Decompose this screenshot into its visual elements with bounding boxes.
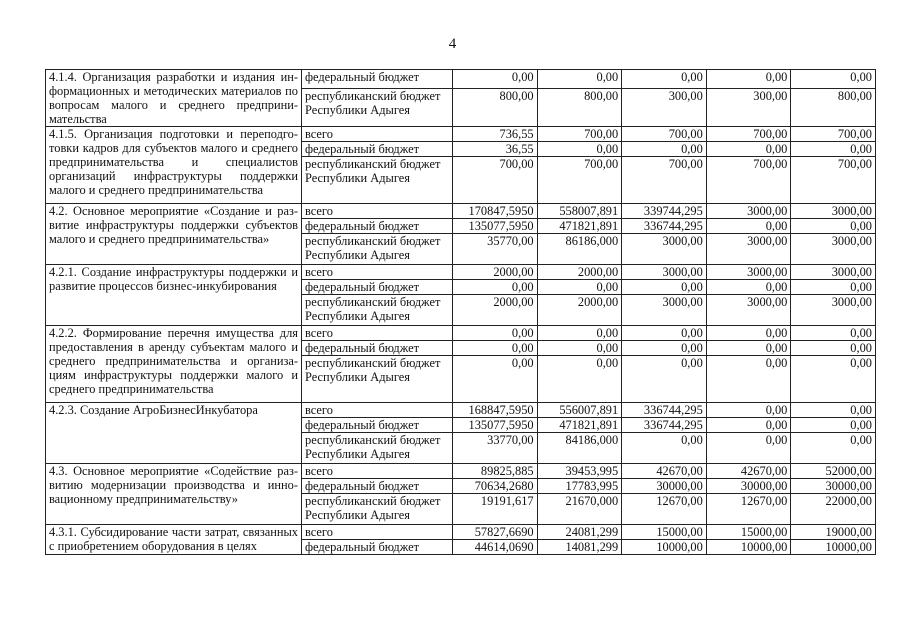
- amount-cell: 0,00: [706, 403, 791, 418]
- amount-cell: 700,00: [453, 157, 538, 204]
- funding-source-cell: республиканский бюджет Республики Адыгея: [302, 356, 453, 403]
- amount-cell: 700,00: [706, 127, 791, 142]
- amount-cell: 3000,00: [706, 234, 791, 265]
- amount-cell: 700,00: [537, 127, 622, 142]
- amount-cell: 12670,00: [706, 494, 791, 525]
- amount-cell: 0,00: [791, 433, 876, 464]
- amount-cell: 0,00: [791, 280, 876, 295]
- amount-cell: 10000,00: [791, 540, 876, 555]
- amount-cell: 15000,00: [706, 525, 791, 540]
- amount-cell: 30000,00: [706, 479, 791, 494]
- amount-cell: 0,00: [453, 326, 538, 341]
- amount-cell: 0,00: [453, 341, 538, 356]
- amount-cell: 2000,00: [453, 265, 538, 280]
- table-row: [46, 326, 876, 341]
- amount-cell: 33770,00: [453, 433, 538, 464]
- funding-source-cell: всего: [302, 127, 453, 142]
- table-row: [46, 204, 876, 219]
- amount-cell: 0,00: [622, 280, 707, 295]
- amount-cell: 700,00: [706, 157, 791, 204]
- amount-cell: 0,00: [537, 142, 622, 157]
- amount-cell: 22000,00: [791, 494, 876, 525]
- amount-cell: 471821,891: [537, 219, 622, 234]
- amount-cell: 0,00: [791, 403, 876, 418]
- amount-cell: 0,00: [453, 280, 538, 295]
- funding-source-cell: всего: [302, 464, 453, 479]
- activity-cell: 4.1.4. Организация разработки и издания информационных и методических материалов по вопросам малого и среднего предпринимательства: [46, 70, 302, 127]
- amount-cell: 3000,00: [706, 295, 791, 326]
- amount-cell: 800,00: [791, 88, 876, 126]
- amount-cell: 84186,000: [537, 433, 622, 464]
- funding-source-cell: федеральный бюджет: [302, 540, 453, 555]
- amount-cell: 471821,891: [537, 418, 622, 433]
- amount-cell: 339744,295: [622, 204, 707, 219]
- amount-cell: 0,00: [706, 70, 791, 89]
- amount-cell: 0,00: [453, 70, 538, 89]
- amount-cell: 0,00: [622, 341, 707, 356]
- funding-source-cell: всего: [302, 204, 453, 219]
- amount-cell: 0,00: [791, 219, 876, 234]
- amount-cell: 0,00: [706, 341, 791, 356]
- amount-cell: 700,00: [537, 157, 622, 204]
- amount-cell: 0,00: [791, 341, 876, 356]
- amount-cell: 15000,00: [622, 525, 707, 540]
- amount-cell: 10000,00: [622, 540, 707, 555]
- amount-cell: 21670,000: [537, 494, 622, 525]
- funding-source-cell: республиканский бюджет Республики Адыгея: [302, 88, 453, 126]
- amount-cell: 19000,00: [791, 525, 876, 540]
- activity-cell: 4.2.2. Формирование перечня имущества для предоставления в аренду субъектам малого и среднего предпринимательства и организациям инфраструктуры поддержки малого и среднего предпринимательства: [46, 326, 302, 403]
- amount-cell: 0,00: [622, 433, 707, 464]
- amount-cell: 700,00: [791, 157, 876, 204]
- amount-cell: 24081,299: [537, 525, 622, 540]
- amount-cell: 0,00: [706, 280, 791, 295]
- amount-cell: 3000,00: [791, 265, 876, 280]
- funding-source-cell: федеральный бюджет: [302, 70, 453, 89]
- amount-cell: 0,00: [537, 326, 622, 341]
- funding-source-cell: республиканский бюджет Республики Адыгея: [302, 157, 453, 204]
- activity-cell: 4.2.3. Создание АгроБизнесИнкубатора: [46, 403, 302, 464]
- table-row: [46, 464, 876, 479]
- amount-cell: 0,00: [791, 70, 876, 89]
- amount-cell: 86186,000: [537, 234, 622, 265]
- amount-cell: 0,00: [537, 341, 622, 356]
- amount-cell: 168847,5950: [453, 403, 538, 418]
- funding-source-cell: федеральный бюджет: [302, 479, 453, 494]
- amount-cell: 3000,00: [706, 265, 791, 280]
- amount-cell: 736,55: [453, 127, 538, 142]
- amount-cell: 39453,995: [537, 464, 622, 479]
- amount-cell: 556007,891: [537, 403, 622, 418]
- table-row: [46, 127, 876, 142]
- amount-cell: 2000,00: [453, 295, 538, 326]
- amount-cell: 0,00: [622, 356, 707, 403]
- amount-cell: 42670,00: [706, 464, 791, 479]
- amount-cell: 19191,617: [453, 494, 538, 525]
- amount-cell: 30000,00: [791, 479, 876, 494]
- table-row: [46, 70, 876, 89]
- table-row: [46, 265, 876, 280]
- amount-cell: 3000,00: [791, 204, 876, 219]
- funding-source-cell: всего: [302, 525, 453, 540]
- amount-cell: 0,00: [791, 326, 876, 341]
- activity-cell: 4.2.1. Создание инфраструктуры поддержки и развитие процессов бизнес-инкубирования: [46, 265, 302, 326]
- amount-cell: 0,00: [706, 142, 791, 157]
- amount-cell: 700,00: [622, 127, 707, 142]
- amount-cell: 3000,00: [622, 265, 707, 280]
- amount-cell: 0,00: [453, 356, 538, 403]
- amount-cell: 35770,00: [453, 234, 538, 265]
- funding-source-cell: всего: [302, 326, 453, 341]
- table-row: [46, 403, 876, 418]
- amount-cell: 0,00: [622, 142, 707, 157]
- amount-cell: 3000,00: [791, 234, 876, 265]
- amount-cell: 44614,0690: [453, 540, 538, 555]
- amount-cell: 0,00: [791, 356, 876, 403]
- budget-table-body: [46, 70, 876, 555]
- funding-source-cell: всего: [302, 265, 453, 280]
- amount-cell: 3000,00: [622, 234, 707, 265]
- funding-source-cell: республиканский бюджет Республики Адыгея: [302, 433, 453, 464]
- amount-cell: 3000,00: [622, 295, 707, 326]
- amount-cell: 336744,295: [622, 219, 707, 234]
- activity-cell: 4.2. Основное мероприятие «Создание и развитие инфраструктуры поддержки субъектов малого и среднего предпринимательства»: [46, 204, 302, 265]
- amount-cell: 42670,00: [622, 464, 707, 479]
- amount-cell: 0,00: [706, 326, 791, 341]
- amount-cell: 0,00: [537, 70, 622, 89]
- activity-cell: 4.3. Основное мероприятие «Содействие развитию модернизации производства и инновационному предпринимательству»: [46, 464, 302, 525]
- amount-cell: 2000,00: [537, 265, 622, 280]
- amount-cell: 0,00: [791, 142, 876, 157]
- page-number: 4: [448, 36, 457, 52]
- amount-cell: 0,00: [791, 418, 876, 433]
- amount-cell: 0,00: [622, 70, 707, 89]
- amount-cell: 17783,995: [537, 479, 622, 494]
- amount-cell: 57827,6690: [453, 525, 538, 540]
- amount-cell: 0,00: [706, 219, 791, 234]
- funding-source-cell: федеральный бюджет: [302, 280, 453, 295]
- amount-cell: 12670,00: [622, 494, 707, 525]
- amount-cell: 30000,00: [622, 479, 707, 494]
- amount-cell: 0,00: [537, 356, 622, 403]
- amount-cell: 135077,5950: [453, 219, 538, 234]
- amount-cell: 10000,00: [706, 540, 791, 555]
- amount-cell: 170847,5950: [453, 204, 538, 219]
- amount-cell: 700,00: [622, 157, 707, 204]
- table-row: [46, 525, 876, 540]
- amount-cell: 700,00: [791, 127, 876, 142]
- amount-cell: 300,00: [706, 88, 791, 126]
- amount-cell: 89825,885: [453, 464, 538, 479]
- budget-table: [45, 69, 876, 555]
- amount-cell: 0,00: [706, 433, 791, 464]
- funding-source-cell: федеральный бюджет: [302, 341, 453, 356]
- funding-source-cell: федеральный бюджет: [302, 418, 453, 433]
- amount-cell: 36,55: [453, 142, 538, 157]
- amount-cell: 3000,00: [791, 295, 876, 326]
- amount-cell: 800,00: [537, 88, 622, 126]
- amount-cell: 558007,891: [537, 204, 622, 219]
- amount-cell: 52000,00: [791, 464, 876, 479]
- funding-source-cell: всего: [302, 403, 453, 418]
- amount-cell: 14081,299: [537, 540, 622, 555]
- amount-cell: 0,00: [537, 280, 622, 295]
- amount-cell: 336744,295: [622, 418, 707, 433]
- amount-cell: 800,00: [453, 88, 538, 126]
- funding-source-cell: федеральный бюджет: [302, 219, 453, 234]
- funding-source-cell: республиканский бюджет Республики Адыгея: [302, 494, 453, 525]
- amount-cell: 300,00: [622, 88, 707, 126]
- amount-cell: 0,00: [706, 418, 791, 433]
- amount-cell: 0,00: [622, 326, 707, 341]
- funding-source-cell: республиканский бюджет Республики Адыгея: [302, 234, 453, 265]
- amount-cell: 336744,295: [622, 403, 707, 418]
- funding-source-cell: федеральный бюджет: [302, 142, 453, 157]
- amount-cell: 70634,2680: [453, 479, 538, 494]
- amount-cell: 135077,5950: [453, 418, 538, 433]
- amount-cell: 0,00: [706, 356, 791, 403]
- amount-cell: 2000,00: [537, 295, 622, 326]
- activity-cell: 4.3.1. Субсидирование части затрат, связанных с приобретением оборудования в целях: [46, 525, 302, 555]
- activity-cell: 4.1.5. Организация подготовки и переподготовки кадров для субъектов малого и среднего предпринимательства и специалистов организаций инфраструктуры поддержки малого и среднего предпринимательства: [46, 127, 302, 204]
- amount-cell: 3000,00: [706, 204, 791, 219]
- funding-source-cell: республиканский бюджет Республики Адыгея: [302, 295, 453, 326]
